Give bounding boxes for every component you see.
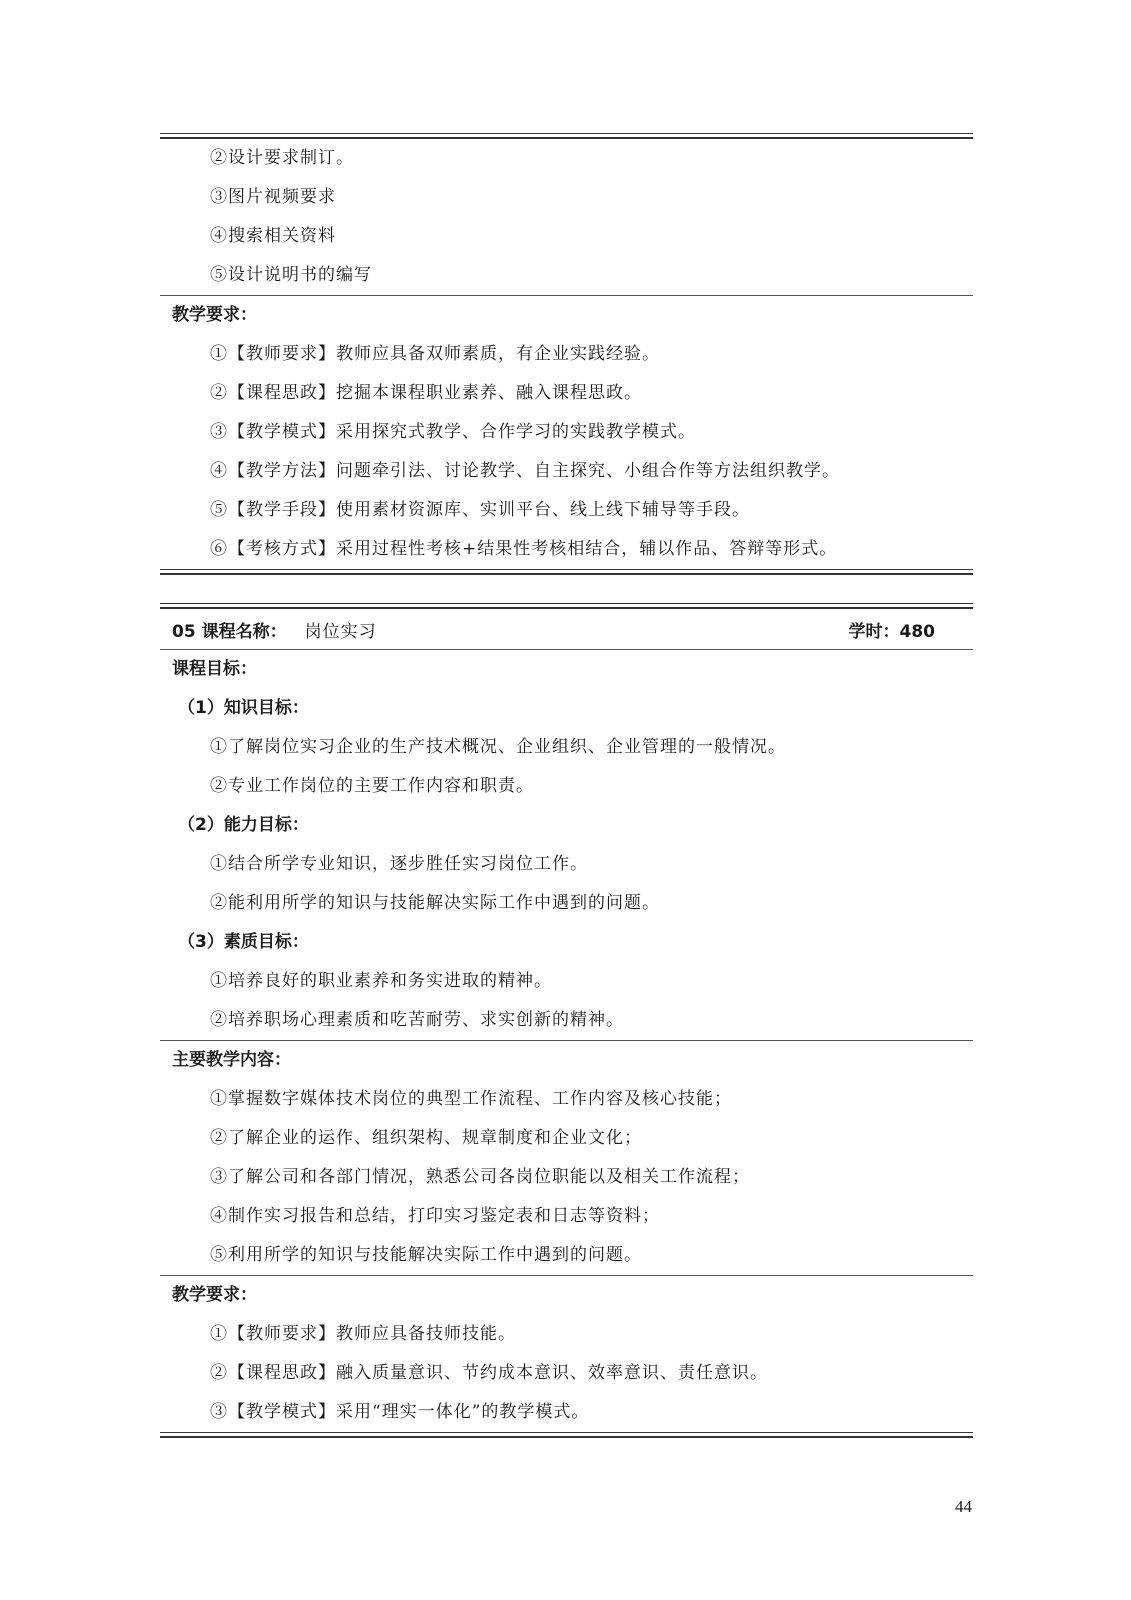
requirements-heading: 教学要求： — [172, 305, 257, 325]
quality-heading: （3）素质目标： — [178, 932, 309, 952]
requirement-item: ③【教学模式】采用“理实一体化”的教学模式。 — [210, 1402, 590, 1422]
requirement-item: ②【课程思政】融入质量意识、节约成本意识、效率意识、责任意识。 — [210, 1363, 768, 1383]
ability-item: ①结合所学专业知识，逐步胜任实习岗位工作。 — [210, 854, 588, 874]
content-item: ④搜索相关资料 — [210, 226, 336, 246]
course-05-block — [160, 603, 973, 1438]
course-block-continued — [160, 133, 973, 575]
content-item: ②了解企业的运作、组织架构、规章制度和企业文化； — [210, 1128, 642, 1148]
content-item: ②设计要求制订。 — [210, 148, 354, 168]
course-title-label: 05 课程名称： — [172, 621, 287, 642]
requirement-item: ⑥【考核方式】采用过程性考核+结果性考核相结合，辅以作品、答辩等形式。 — [210, 539, 838, 559]
course-hours: 学时：480 — [848, 621, 935, 642]
requirement-item: ①【教师要求】教师应具备双师素质，有企业实践经验。 — [210, 344, 660, 364]
content-item: ③了解公司和各部门情况，熟悉公司各岗位职能以及相关工作流程； — [210, 1167, 750, 1187]
course-title — [172, 617, 377, 642]
content-item: ④制作实习报告和总结，打印实习鉴定表和日志等资料； — [210, 1206, 660, 1226]
content-item: ⑤设计说明书的编写 — [210, 265, 372, 285]
table-bottom-border — [160, 569, 973, 575]
quality-item: ②培养职场心理素质和吃苦耐劳、求实创新的精神。 — [210, 1010, 624, 1030]
content-heading: 主要教学内容： — [172, 1050, 291, 1070]
knowledge-heading: （1）知识目标： — [178, 698, 309, 718]
ability-heading: （2）能力目标： — [178, 815, 309, 835]
course-title-row — [160, 609, 973, 649]
knowledge-item: ①了解岗位实习企业的生产技术概况、企业组织、企业管理的一般情况。 — [210, 737, 786, 757]
requirement-item: ⑤【教学手段】使用素材资源库、实训平台、线上线下辅导等手段。 — [210, 500, 750, 520]
knowledge-item: ②专业工作岗位的主要工作内容和职责。 — [210, 776, 534, 796]
content-item: ③图片视频要求 — [210, 187, 336, 207]
requirement-item: ③【教学模式】采用探究式教学、合作学习的实践教学模式。 — [210, 422, 696, 442]
content-item: ①掌握数字媒体技术岗位的典型工作流程、工作内容及核心技能； — [210, 1089, 732, 1109]
requirement-item: ④【教学方法】问题牵引法、讨论教学、自主探究、小组合作等方法组织教学。 — [210, 461, 840, 481]
content-item: ⑤利用所学的知识与技能解决实际工作中遇到的问题。 — [210, 1245, 642, 1265]
requirement-item: ①【教师要求】教师应具备技师技能。 — [210, 1324, 516, 1344]
ability-item: ②能利用所学的知识与技能解决实际工作中遇到的问题。 — [210, 893, 660, 913]
quality-item: ①培养良好的职业素养和务实进取的精神。 — [210, 971, 552, 991]
course-title-name: 岗位实习 — [304, 621, 377, 642]
requirements-heading: 教学要求： — [172, 1285, 257, 1305]
requirement-item: ②【课程思政】挖掘本课程职业素养、融入课程思政。 — [210, 383, 642, 403]
table-bottom-border — [160, 1432, 973, 1438]
goals-heading: 课程目标： — [172, 659, 257, 679]
page-number: 44 — [955, 1497, 972, 1516]
